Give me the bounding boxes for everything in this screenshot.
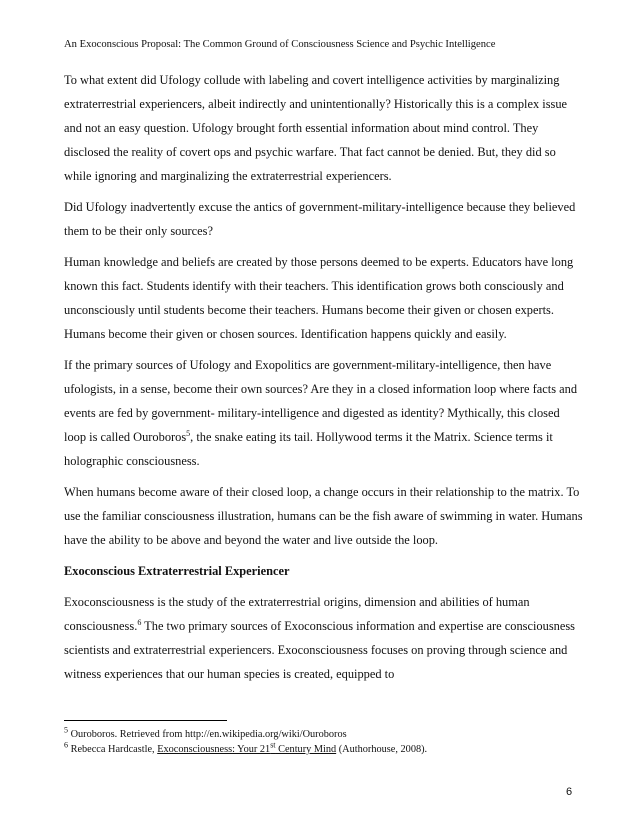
paragraph-ufology-excuse: Did Ufology inadvertently excuse the antics of government-military-intelligence because they believed them to be their only sources? [64,200,576,238]
footnote-6-author: Rebecca Hardcastle, [68,744,158,755]
footnote-6 [64,742,584,757]
paragraph-exoconsciousness-text-b: The two primary sources of Exoconscious information and expertise are consciousness scientists and extraterrestrial experiencers. Exoconsciousness focuses on proving through science and witness experiences that our human species is created, equipped to [64,619,575,681]
footnote-6-book-title-a: Exoconsciousness: Your 21 [157,744,271,755]
page-number: 6 [566,786,573,798]
paragraph-exoconsciousness-text-a: Exoconsciousness is the study of the extraterrestrial origins, dimension and abilities of human consciousness. [64,595,530,633]
paragraph-closed-loop [64,353,584,473]
footnote-5 [64,727,584,742]
footnote-ref-5[interactable]: 5 [186,428,191,438]
running-header: An Exoconscious Proposal: The Common Ground of Consciousness Science and Psychic Intelligence [64,39,496,50]
footnote-ref-6[interactable]: 6 [137,617,142,627]
footnote-marker-6: 6 [64,740,68,750]
paragraph-closed-loop-text-b: , the snake eating its tail. Hollywood terms it the Matrix. Science terms it holographic consciousness. [64,430,553,468]
footnote-6-book-title-b: Century Mind [275,744,337,755]
body-text [64,68,584,693]
paragraph-closed-loop-text-a: If the primary sources of Ufology and Exopolitics are government-military-intelligence, then have ufologists, in a sense, become their own sources? Are they in a closed information loop where facts and events are fed by government- military-intelligence and digested as identity? Mythically, this closed loop is called Ouroboros [64,358,578,444]
paragraph-human-knowledge: Human knowledge and beliefs are created by those persons deemed to be experts. Educators have long known this fact. Students identify with their teachers. This identification grows both consciously and unconsciously until students become their teachers. Humans become their given or chosen experts. Humans become their given or chosen sources. Identification happens quickly and easily. [64,255,574,341]
section-heading: Exoconscious Extraterrestrial Experiencer [64,564,290,578]
footnotes [64,727,584,757]
footnote-6-book-title [157,740,337,755]
paragraph-ufology-collusion: To what extent did Ufology collude with labeling and covert intelligence activities by marginalizing extraterrestrial experiencers, albeit indirectly and unintentionally? Historically this is a complex issue and not an easy question. Ufology brought forth essential information about mind control. They disclosed the reality of covert ops and psychic warfare. That fact cannot be denied. But, they did so while ignoring and marginalizing the extraterrestrial experiencers. [64,73,568,183]
paragraph-exoconsciousness [64,590,584,686]
footnote-6-rest: (Authorhouse, 2008). [336,744,428,755]
footnote-5-text: Ouroboros. Retrieved from http://en.wikipedia.org/wiki/Ouroboros [68,729,347,740]
footnote-divider [64,720,227,721]
footnote-marker-5: 5 [64,725,68,735]
paragraph-awareness: When humans become aware of their closed loop, a change occurs in their relationship to the matrix. To use the familiar consciousness illustration, humans can be the fish aware of swimming in water. Humans have the ability to be above and beyond the water and live outside the loop. [64,485,583,547]
footnote-6-book-sup: st [270,740,276,750]
